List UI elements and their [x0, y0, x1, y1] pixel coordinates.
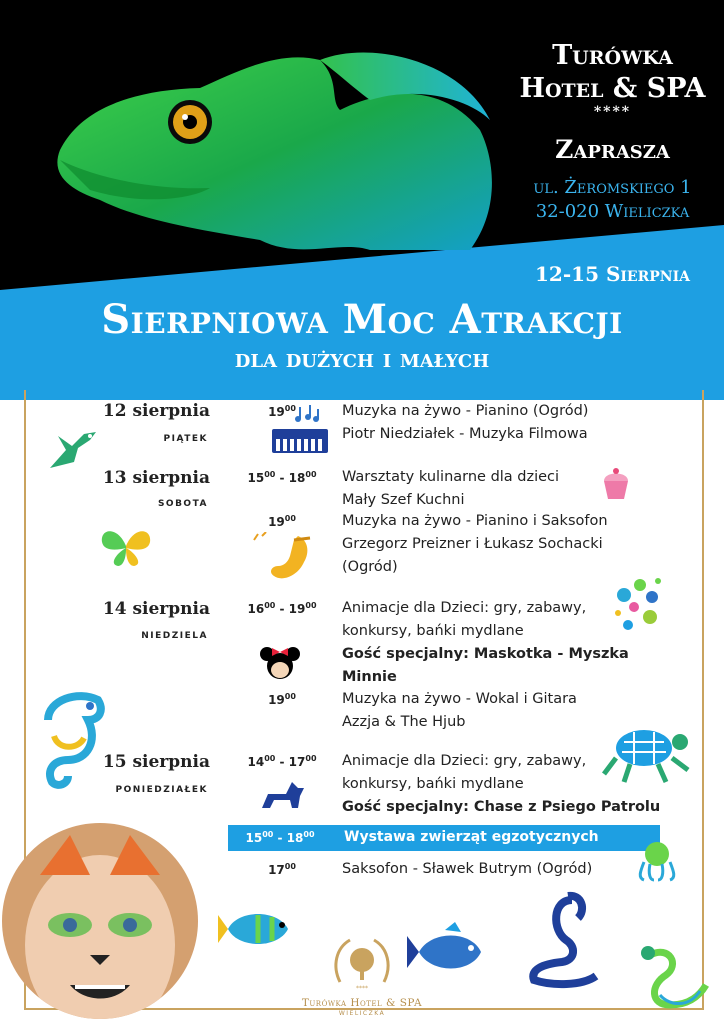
hotel-invites: Zaprasza	[555, 135, 670, 164]
hotel-logo-city: WIELICZKA	[338, 1010, 386, 1017]
address-street: ul. Żeromskiego 1	[533, 177, 692, 198]
turtle-icon	[600, 718, 692, 784]
highlight-bar	[228, 825, 660, 851]
event-time: $15^{00} - 18^{00}$	[245, 830, 315, 845]
day-date: 12 sierpnia	[102, 401, 210, 421]
cupcake-icon	[598, 465, 634, 501]
event-description: Animacje dla Dzieci: gry, zabawy, konkursy, bańki mydlane Gość specjalny: Chase z Psiego Patrolu	[342, 753, 661, 815]
day-date: 13 sierpnia	[102, 468, 210, 488]
day-weekday: PONIEDZIAŁEK	[115, 785, 208, 795]
bubbles-icon	[612, 575, 664, 639]
event-subtitle: dla dużych i małych	[234, 344, 490, 373]
event-time: $19^{00}$	[268, 692, 296, 707]
snake-icon	[630, 935, 710, 1015]
chameleon-icon	[38, 690, 110, 790]
event-description: Muzyka na żywo - Pianino (Ogród) Piotr Niedziałek - Muzyka Filmowa	[342, 403, 589, 442]
minnie-mouse-icon	[260, 640, 300, 682]
event-date-range: 12-15 Sierpnia	[535, 262, 690, 286]
hotel-name-line2: Hotel & SPA	[519, 73, 706, 104]
saxophone-icon	[248, 532, 328, 586]
hotel-logo-stars: ****	[356, 985, 368, 992]
day-date: 15 sierpnia	[102, 752, 210, 772]
event-description: Warsztaty kulinarne dla dzieci Mały Szef Kuchni	[342, 469, 560, 508]
hotel-logo-name: Turówka Hotel & SPA	[301, 997, 423, 1009]
event-description: Muzyka na żywo - Wokal i Gitara Azzja & The Hjub	[342, 691, 577, 730]
day-weekday: SOBOTA	[157, 499, 208, 509]
dog-icon	[258, 778, 308, 812]
fish-icon	[405, 922, 491, 980]
event-description: Muzyka na żywo - Pianino i Saksofon Grzegorz Preizner i Łukasz Sochacki (Ogród)	[342, 513, 608, 575]
header-section	[0, 0, 724, 400]
bird-icon	[48, 428, 100, 470]
event-title: Sierpniowa Moc Atrakcji	[101, 296, 623, 343]
hotel-logo-icon	[330, 932, 394, 996]
hotel-stars: ****	[593, 104, 632, 120]
octopus-icon	[634, 838, 680, 884]
event-description: Animacje dla Dzieci: gry, zabawy, konkursy, bańki mydlane Gość specjalny: Maskotka - Myszka Minnie	[342, 600, 629, 685]
face-paint-photo	[0, 815, 200, 1024]
event-time: $15^{00} - 18^{00}$	[247, 470, 317, 485]
event-description: Saksofon - Sławek Butrym (Ogród)	[342, 861, 593, 877]
event-time: $19^{00}$	[268, 404, 296, 419]
butterfly-icon	[98, 522, 154, 570]
cobra-icon	[522, 890, 602, 990]
address-city: 32-020 Wieliczka	[535, 201, 690, 222]
event-time: $16^{00} - 19^{00}$	[247, 601, 317, 616]
lizard-photo	[40, 40, 500, 280]
event-time: $19^{00}$	[268, 514, 296, 529]
fish-icon	[218, 905, 302, 953]
piano-icon	[270, 405, 330, 457]
day-weekday: NIEDZIELA	[141, 631, 208, 641]
highlight-event: Wystawa zwierząt egzotycznych	[344, 829, 599, 845]
event-time: $14^{00} - 17^{00}$	[247, 754, 317, 769]
day-weekday: PIĄTEK	[163, 434, 208, 444]
hotel-name-line1: Turówka	[552, 40, 673, 71]
day-date: 14 sierpnia	[102, 599, 210, 619]
event-time: $17^{00}$	[268, 862, 296, 877]
